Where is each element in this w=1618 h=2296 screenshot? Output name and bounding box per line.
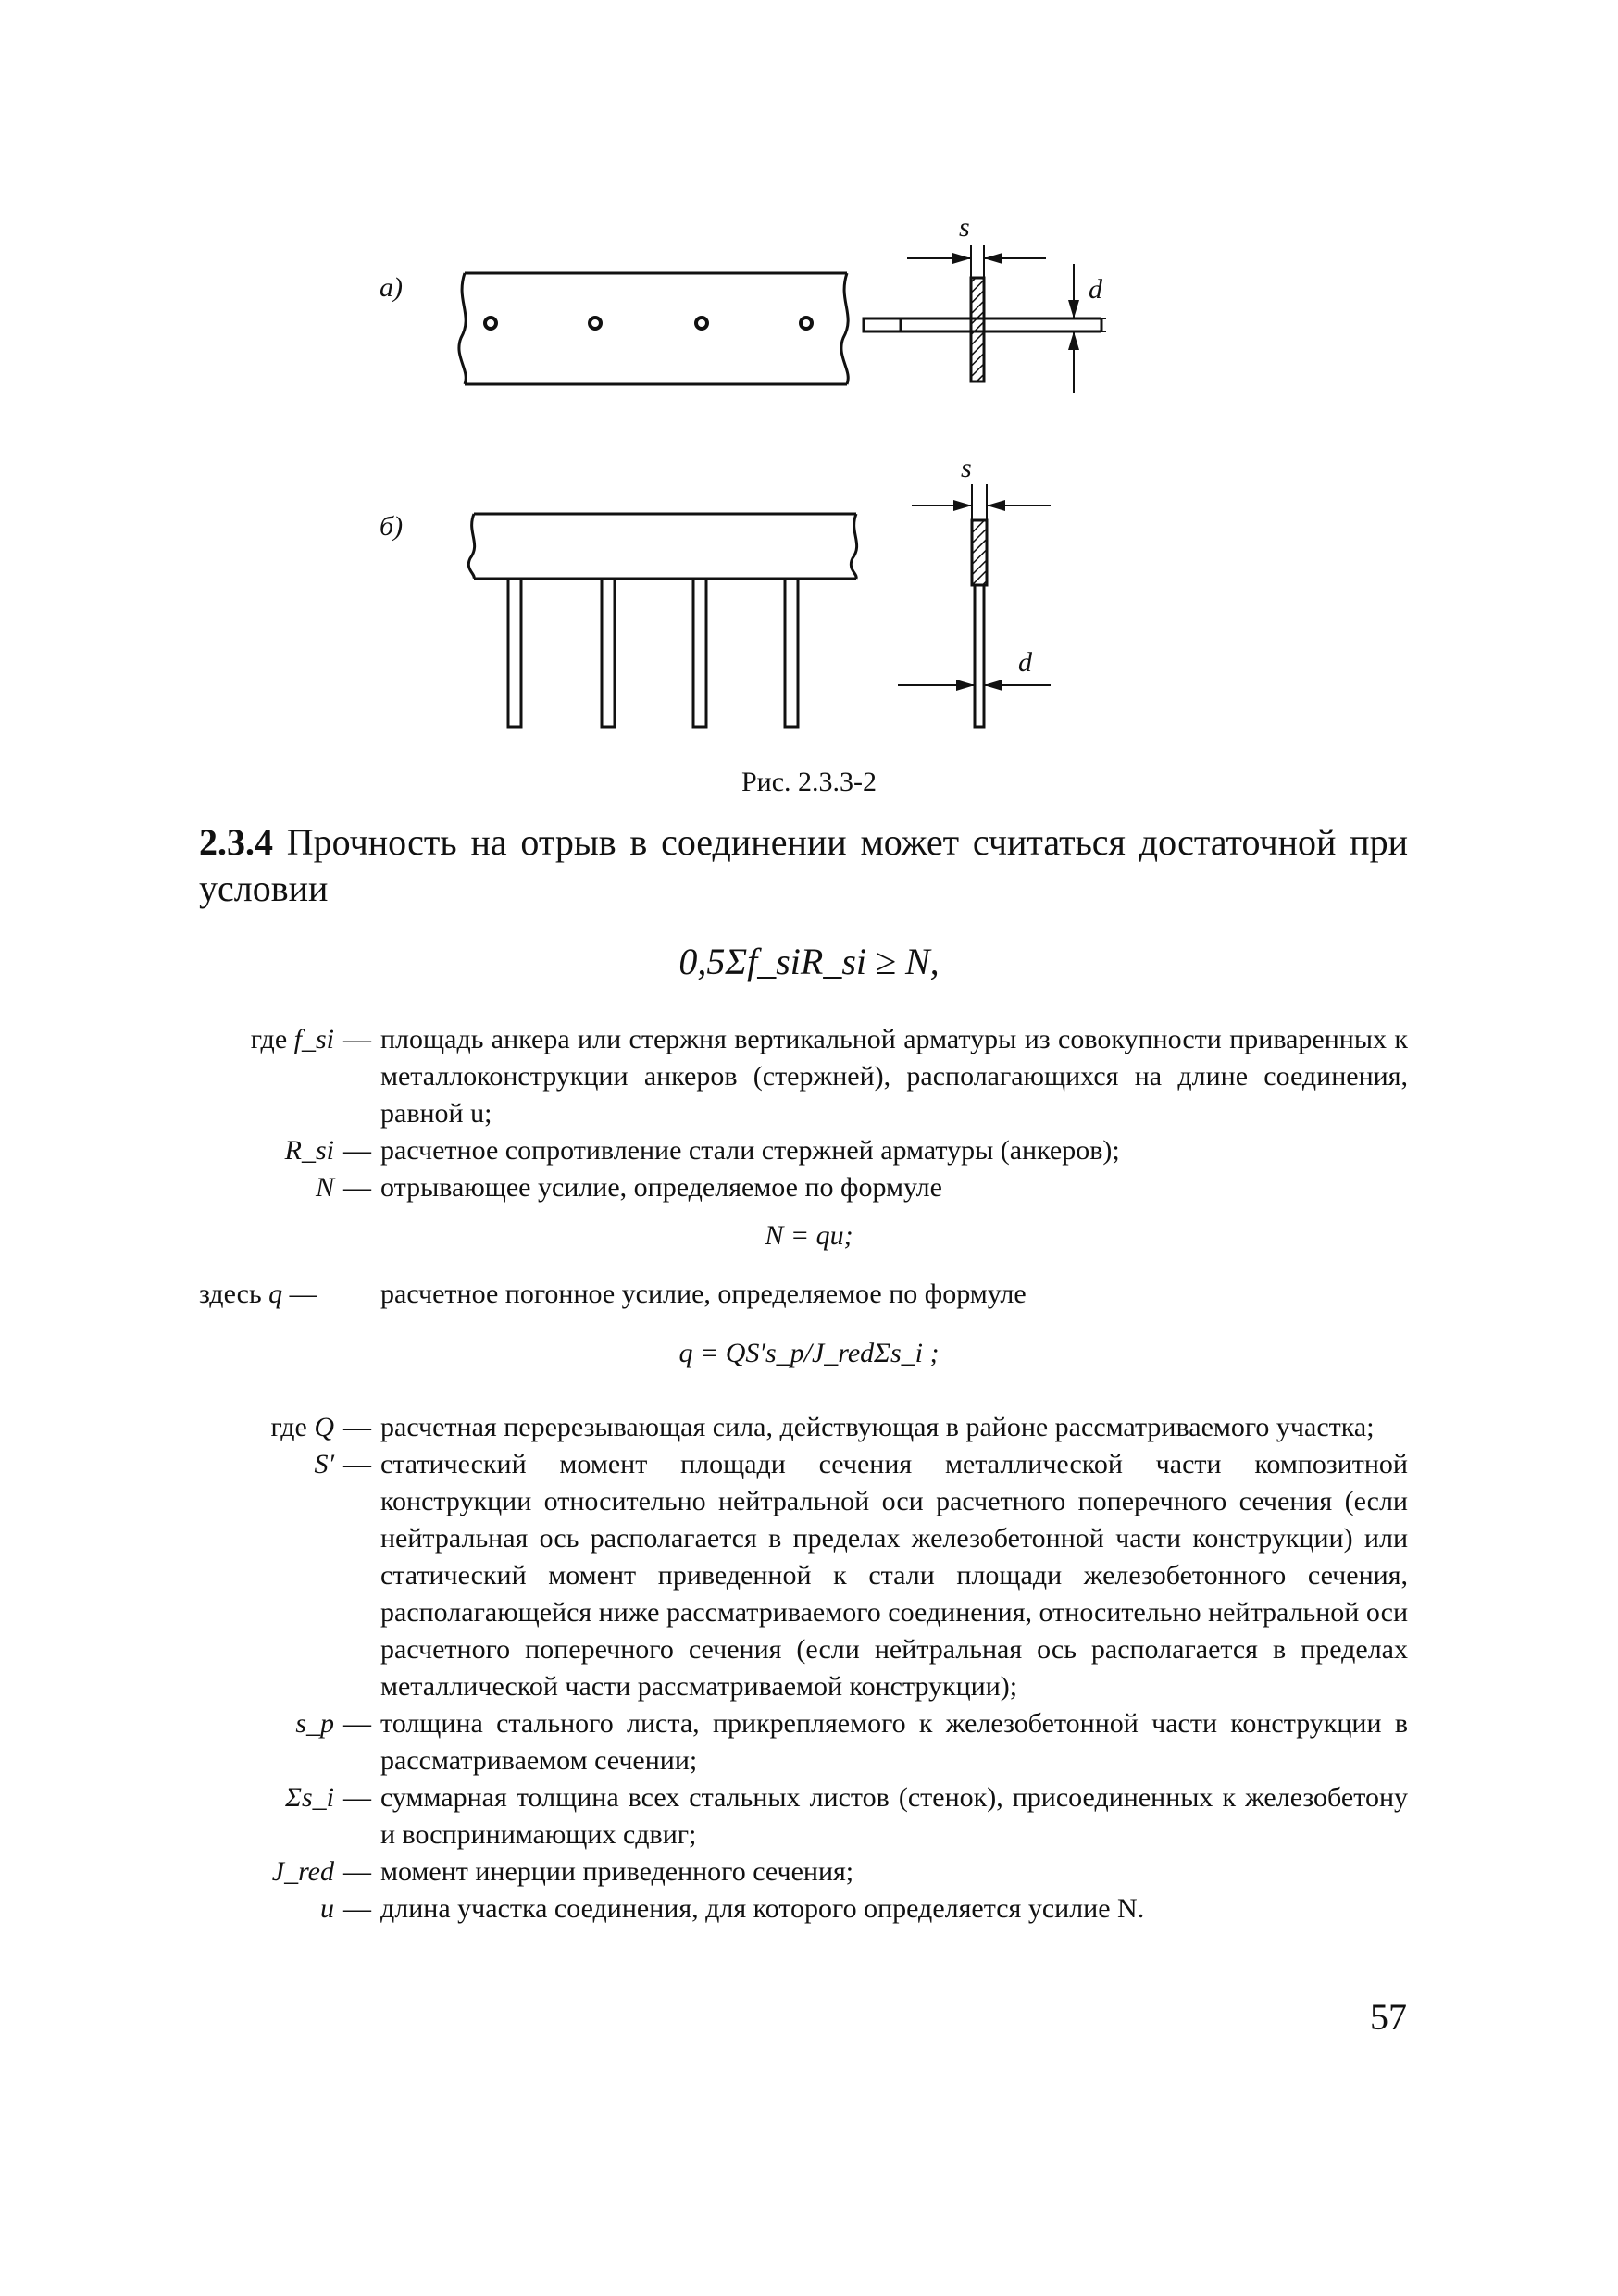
definition-text: статический момент площади сечения металлической части композитной конструкции относительно нейтральной оси расчетного поперечного сечения (если нейтральная ось располагается в пределах железобетонной части конструкции) или статический момент приведенной к стали площади железобетонного сечения, располагающейся ниже рассматриваемого соединения, относительно нейтральной оси расчетного поперечного сечения (если нейтральная ось располагается в пределах металлической части рассматриваемой конструкции); — [380, 1449, 1408, 1702]
definition-dash: — — [289, 1279, 317, 1309]
definition-text: момент инерции приведенного сечения; — [380, 1856, 854, 1887]
definition-item — [199, 1132, 1408, 1169]
definition-text: расчетное погонное усилие, определяемое по формуле — [380, 1279, 1027, 1309]
figure-label-a: а) — [380, 272, 403, 303]
section-text: Прочность на отрыв в соединении может считаться достаточной при условии — [199, 821, 1408, 909]
figure-caption: Рис. 2.3.3-2 — [741, 767, 877, 797]
figure-label-b: б) — [380, 511, 404, 542]
definition-text: площадь анкера или стержня вертикальной арматуры из совокупности приваренных к металлоконструкции анкеров (стержней), располагающихся на длине соединения, равной u; — [380, 1024, 1408, 1129]
dimension-s-a: s — [959, 212, 970, 243]
definition-text: длина участка соединения, для которого определяется усилие N. — [380, 1893, 1145, 1924]
definition-dash: — — [343, 1135, 371, 1166]
definition-item — [199, 1169, 1408, 1206]
definition-text: суммарная толщина всех стальных листов (стенок), присоединенных к железобетону и воспринимающих сдвиг; — [380, 1782, 1408, 1850]
definitions-list-1 — [199, 1021, 1408, 1206]
definition-symbol: Q — [314, 1412, 334, 1442]
definition-item — [199, 1890, 1408, 1928]
formula-n: N = qu; — [765, 1220, 853, 1251]
plate-a-elevation — [459, 273, 848, 384]
definition-text: расчетное сопротивление стали стержней арматуры (анкеров); — [380, 1135, 1120, 1166]
definition-item — [199, 1446, 1408, 1705]
definition-q — [199, 1276, 1408, 1313]
page-number: 57 — [1370, 1996, 1407, 2038]
anchor-holes — [485, 318, 812, 329]
section-a — [864, 245, 1106, 393]
definition-symbol: s_p — [295, 1708, 334, 1739]
definition-item — [199, 1779, 1408, 1853]
dimension-d-b: d — [1018, 647, 1032, 678]
definition-prefix: здесь — [199, 1279, 262, 1309]
definition-item — [199, 1853, 1408, 1890]
definition-dash: — — [343, 1449, 371, 1479]
definition-item — [199, 1705, 1408, 1779]
definition-prefix: где — [250, 1024, 288, 1054]
definition-symbol: N — [315, 1172, 334, 1203]
definition-symbol: q — [268, 1279, 283, 1309]
anchor-rods-b — [508, 579, 798, 727]
formula-main: 0,5Σf_siR_si ≥ N, — [678, 941, 940, 982]
definitions-list-2 — [199, 1409, 1408, 1928]
definition-symbol: u — [320, 1893, 334, 1924]
definition-text: толщина стального листа, прикрепляемого к железобетонной части конструкции в рассматриваемом сечении; — [380, 1708, 1408, 1776]
anchor-connection-figure — [352, 199, 1185, 764]
dimension-d-a: d — [1089, 274, 1102, 305]
section-paragraph — [199, 819, 1408, 912]
definition-dash: — — [343, 1893, 371, 1924]
definition-dash: — — [343, 1708, 371, 1739]
section-number: 2.3.4 — [199, 821, 273, 863]
plate-b-elevation — [468, 514, 856, 579]
definition-text: расчетная перерезывающая сила, действующая в районе рассматриваемого участка; — [380, 1412, 1375, 1442]
dimension-s-b: s — [961, 453, 972, 483]
definition-symbol: Σs_i — [285, 1782, 334, 1813]
definition-item — [199, 1409, 1408, 1446]
section-b — [898, 484, 1051, 727]
definition-symbol: f_si — [293, 1024, 334, 1054]
definition-text: отрывающее усилие, определяемое по формуле — [380, 1172, 942, 1203]
definition-dash: — — [343, 1782, 371, 1813]
definition-symbol: J_red — [271, 1856, 334, 1887]
definition-prefix: где — [270, 1412, 307, 1442]
definition-symbol: S′ — [314, 1449, 334, 1479]
definition-symbol: R_si — [284, 1135, 334, 1166]
definition-dash: — — [343, 1024, 371, 1054]
definition-dash: — — [343, 1412, 371, 1442]
definition-dash: — — [343, 1856, 371, 1887]
definition-dash: — — [343, 1172, 371, 1203]
formula-q: q = QS′s_p/J_redΣs_i ; — [678, 1338, 940, 1368]
definition-item — [199, 1021, 1408, 1132]
